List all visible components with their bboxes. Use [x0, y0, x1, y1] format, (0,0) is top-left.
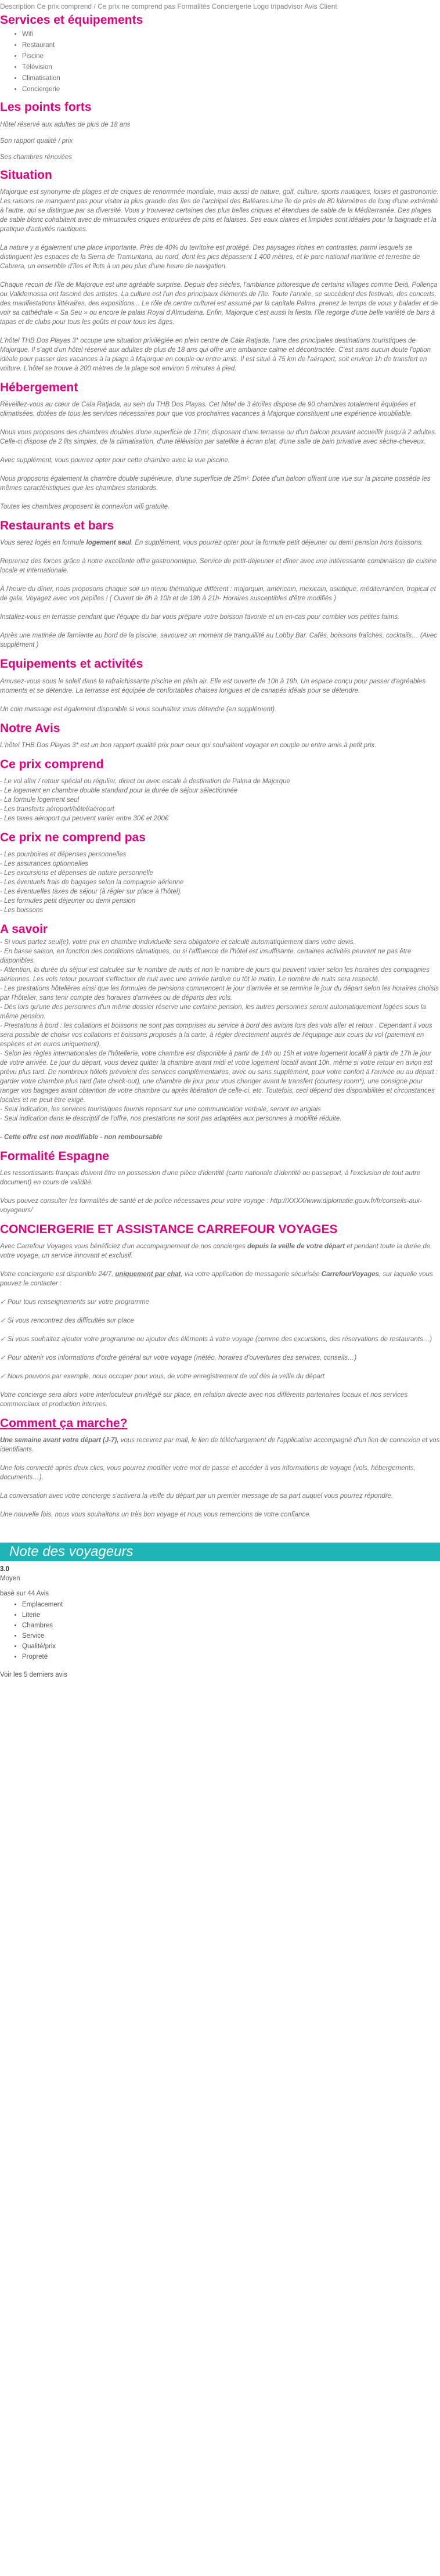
hebergement-paragraph: Nous vous proposons des chambres doubles d'une superficie de 17m², disposant d'une terrasse ou d'un balcon pouvant accueillir jusqu'à 2 adultes. Celle-ci dispose de 2 lits simples, de la climatisation, d'une télévision par satellite à écran plat, d'une salle de bain privative avec sèche-cheveux. — [0, 429, 437, 445]
hebergement-title: Hébergement — [0, 380, 78, 394]
conciergerie-check: ✓ Pour obtenir vos informations d'ordre général sur votre voyage (météo, horaires d'ouvertures des services, conseils…) — [0, 1354, 357, 1361]
savoir-line: - Selon les règles internationales de l'hôtellerie, votre chambre est disponible à partir de 14h ou 15h et votre logement localif à partir de 17h le jour de votre arrivée. Le jour du départ, vous devez quitter la chambre avant midi et votre logement locatif avant 10h, même si votre retour en avion est prévu plus tard. De nombreux hôtels prévoient des services complémentaires, avec ou sans supplément, pour votre confort à l'arrivée ou au départ : garder votre chambre plus tard (late check-out), une chambre de jour pour vous changer avant le transfert (courtesy room*), une consigne pour ranger vos bagages avant obtention de votre chambre ou après libération de celle-ci, etc. Toutefois, ceci dépend des disponibilités et circonstances locales et ne peut être exigé. — [0, 1050, 438, 1104]
comprend-item: - La formule logement seul — [0, 797, 80, 804]
formalite-title: Formalité Espagne — [0, 1149, 109, 1163]
list-item: • Restaurant — [22, 40, 440, 51]
hebergement-paragraph: Avec supplément, vous pourrez opter pour cette chambre avec la vue piscine. — [0, 457, 230, 464]
review-criterion: • Emplacement — [22, 1599, 440, 1610]
comprend-title: Ce prix comprend — [0, 757, 104, 771]
strong-point: Ses chambres rénovées — [0, 153, 73, 161]
conciergerie-check: ✓ Si vous rencontrez des difficultés sur place — [0, 1317, 134, 1324]
list-item: • Télévision — [22, 62, 440, 73]
savoir-line: - Seul indication dans le descriptif de l'offre, nos prestations ne sont pas adaptées aux personnes à mobilité réduite. — [0, 1115, 342, 1122]
see-last-reviews-link[interactable]: Voir les 5 derniers avis — [0, 1671, 67, 1679]
comment-title: Comment ça marche? — [0, 1417, 128, 1430]
review-criterion: • Chambres — [22, 1620, 440, 1631]
activites-title: Equipements et activités — [0, 657, 143, 671]
review-criterion: • Qualité/prix — [22, 1641, 440, 1652]
restaurants-paragraph: Installez-vous en terrasse pendant que l'équipe du bar vous prépare votre boisson favorite et un en-cas pour combler vos petites faims. — [0, 614, 400, 621]
avis-title: Notre Avis — [0, 721, 60, 735]
ne-comprend-item: - Les éventuels frais de bagages selon la compagnie aérienne — [0, 879, 184, 887]
hebergement-paragraph: Toutes les chambres proposent la connexion wifi gratuite. — [0, 503, 170, 510]
restaurants-paragraph: À l'heure du dîner, nous proposons chaque soir un menu thématique différent : majorquin, américain, mexicain, asiatique, méditerranéen, tropical et de gala. Voyagez avec vos papilles ! ( Ouvert de 8h à 10h et de 19h à 21h- Horaires susceptibles d'être modifiés ) — [0, 586, 436, 603]
conciergerie-check: ✓ Pour tous renseignements sur votre programme — [0, 1299, 149, 1306]
savoir-line: - Attention, la durée du séjour est calculée sur le nombre de nuits et non le nombre de jours qui peuvent varier selon les horaires des compagnies aériennes. Les vols retour pourront s'effectuer de nuit avec une arrivée tardive ou tôt le matin. Le nombre de nuits sera respecté. — [0, 966, 430, 983]
formalite-paragraph: Les ressortissants français doivent être en possession d'une pièce d'identité (carte nationale d'identité ou passeport, à l'exclusion de tout autre document) en cours de validité. — [0, 1169, 421, 1186]
review-score: 3.0 — [0, 1566, 9, 1573]
conciergerie-check: ✓ Si vous souhaitez ajouter votre programme ou ajouter des éléments à votre voyage (comme des excursions, des réservations de restaurants…) — [0, 1336, 432, 1343]
comment-paragraph: Une nouvelle fois, nous vous souhaitons un très bon voyage et nous vous remercions de votre confiance. — [0, 1511, 311, 1519]
hebergement-paragraph: Réveillez-vous au cœur de Cala Ratjada, au sein du THB Dos Playas. Cet hôtel de 3 étoiles dispose de 90 chambres totalement équipées et climatisées, dotées de tous les services nécessaires pour que vos prochaines vacances à Majorque constituent une expérience inoubliable. — [0, 401, 416, 417]
ne-comprend-item: - Les formules petit déjeuner ou demi pension — [0, 898, 136, 905]
comment-paragraph: Une fois connecté après deux clics, vous pourrez modifier votre mot de passe et accéder à vos informations de voyage (vols, hébergements, documents…). — [0, 1465, 416, 1482]
savoir-title: A savoir — [0, 923, 48, 936]
comprend-item: - Le vol aller / retour spécial ou régulier, direct ou avec escale à destination de Palma de Majorque — [0, 778, 290, 785]
ne-comprend-title: Ce prix ne comprend pas — [0, 831, 146, 844]
comprend-item: - Les transferts aéroport/hôtel/aéroport — [0, 806, 114, 813]
situation-paragraph: L'hôtel THB Dos Playas 3* occupe une situation privilégiée en plein centre de Cala Ratjada, l'une des principales destinations touristiques de Majorque. Il s'agit d'un hôtel réservé aux adultes de plus de 18 ans qui offre une ambiance calme et décontractée. C'est sans aucun doute l'option idéale pour passer des vacances à la plage à Majorque en couple ou entre amis. Il est situé à 75 km de l'aéroport, soit environ 1h de transfert en voiture. L'hôtel se trouve à 200 mètres de la plage soit environ 5 minutes à pied. — [0, 337, 431, 372]
conciergerie-paragraph: Votre conciergerie est disponible 24/7, uniquement par chat, via votre application de messagerie sécurisée CarrefourVoyages, sur laquelle vous pouvez le contacter : — [0, 1271, 433, 1287]
conciergerie-check: ✓ Nous pouvons par exemple, nous occuper pour vous, de votre enregistrement de vol dès la veille du départ — [0, 1373, 324, 1380]
review-criterion: • Literie — [22, 1610, 440, 1620]
activites-paragraph: Amusez-vous sous le soleil dans la rafraîchissante piscine en plein air. Elle est ouverte de 10h à 19h. Un espace conçu pour passer d'agréables moments et se détendre. La terrasse est équipée de confortables chaises longues et de canapés idéals pour se détendre. — [0, 678, 426, 694]
restaurants-paragraph: Après une matinée de farniente au bord de la piscine, savourez un moment de tranquillité au Lobby Bar. Cafés, boissons fraîches, cocktails… (Avec supplément ) — [0, 632, 438, 649]
review-criteria-list — [0, 1599, 440, 1662]
hebergement-paragraph: Nous proposons également la chambre double supérieure, d'une superficie de 25m². Dotée d'un balcon offrant une vue sur la piscine possède les mêmes caractéristiques que les chambres standards. — [0, 475, 431, 492]
list-item: • Climatisation — [22, 73, 440, 84]
formalite-paragraph: Vous pouvez consulter les formalités de santé et de police nécessaires pour votre voyage : http://XXXX/www.diplomatie.gouv.fr/fr/conseils-aux-voyageurs/ — [0, 1197, 422, 1214]
ne-comprend-item: - Les assurances optionnelles — [0, 860, 89, 868]
services-list — [0, 29, 440, 95]
comprend-item: - Les taxes aéroport qui peuvent varier entre 30€ et 200€ — [0, 815, 169, 822]
situation-paragraph: Majorque est synonyme de plages et de criques de renommée mondiale, mais aussi de nature, golf, culture, sports nautiques, loisirs et gastronomie. Les raisons ne manquent pas pour visiter la plus grande des îles de l'archipel des Baléares.Une île de près de 80 kilomètres de long d'une extrémité à l'autre, qui se distingue par sa diversité. Vous y trouverez certaines des plus belles criques et étendues de sable de la Méditerranée. Des plages de sable blanc cohabitent avec de minuscules criques entourées de pins et falaises. Ses eaux claires et limpides sont idéales pour la baignade et la pratique d'activités nautiques. — [0, 188, 439, 233]
ne-comprend-item: - Les pourboires et dépenses personnelles — [0, 851, 127, 859]
restaurants-title: Restaurants et bars — [0, 519, 114, 532]
situation-paragraph: Chaque recoin de l'île de Majorque est une agréable surprise. Depuis des siècles, l'ambiance pittoresque de certains villages comme Deià, Pollença ou Valldemossa ont fasciné des artistes. La culture est l'un des principaux éléments de l'île. Toute l'année, se succèdent des festivals, des concerts, des manifestations littéraires, des expositions... Le rôle de centre culturel est assumé par la capitale Palma, prenez le temps de vous y balader et de voir sa cathédrale « Sa Seu » ou encore le palais Royal d'Almudaina. Enfin, Majorque c'est aussi la fiesta. l'île regorge d'une belle variété de bars à tapas et de clubs pour tous les goûts et pour tous les âges. — [0, 281, 438, 326]
top-nav-text: Description Ce prix comprend / Ce prix ne comprend pas Formalités Conciergerie Logo tripadvisor Avis Client — [0, 2, 337, 10]
review-criterion: • Service — [22, 1631, 440, 1641]
comment-paragraph: La conversation avec votre concierge s'activera la veille du départ par un premier message de sa part auquel vous pourrez répondre. — [0, 1493, 394, 1500]
savoir-line: - Les prestations hôtelières ainsi que les formules de pensions commencent le jour d'arrivée et se termine le jour du départ selon les horaires choisis par l'hôtelier, sans tenir compte des horaires d'arrivées ou de départs des vols. — [0, 985, 439, 1001]
strong-point: Son rapport qualité / prix — [0, 137, 73, 145]
ne-comprend-item: - Les boissons — [0, 907, 44, 914]
strong-point: Hôtel réservé aux adultes de plus de 18 ans — [0, 121, 131, 128]
list-item: • Conciergerie — [22, 84, 440, 95]
avis-text: L'hôtel THB Dos Playas 3* est un bon rapport qualité prix pour ceux qui souhaitent voyager en couple ou entre amis à petit prix. — [0, 741, 377, 749]
reviews-header — [0, 1543, 440, 1561]
savoir-line: - Prestations à bord : les collations et boissons ne sont pas comprises au service à bord des avions lors des vols aller et retour . Cependant il vous sera possible de choisir vos collations et boissons proposés à la carte, à régler directement auprès de l'équipage aux cours du vol (paiement en espèces et en euros uniquement). — [0, 1022, 432, 1048]
list-item: • Piscine — [22, 51, 440, 62]
savoir-line: - En basse saison, en fonction des conditions climatiques, ou si l'affluence de l'hôtel est insuffisante, certaines activités peuvent ne pas être disponibles. — [0, 947, 412, 964]
ne-comprend-item: - Les éventuelles taxes de séjour (à régler sur place à l'hôtel). — [0, 888, 182, 896]
comprend-item: - Le logement en chambre double standard pour la durée de séjour sélectionnée — [0, 787, 238, 794]
restaurants-paragraph: Reprenez des forces grâce à notre excellente offre gastronomique. Service de petit-déjeuner et dîner avec une intéressante combinaison de cuisine locale et internationale. — [0, 558, 437, 575]
activites-paragraph: Un coin massage est également disponible si vous souhaitez vous détendre (en supplément). — [0, 705, 277, 713]
strong-points-title: Les points forts — [0, 100, 92, 114]
savoir-line: - Seul indication, les services touristiques fournis reposant sur une communication verbale, seront en anglais — [0, 1105, 321, 1113]
review-criterion: • Propreté — [22, 1652, 440, 1662]
ne-comprend-item: - Les excursions et dépenses de nature personnelle — [0, 870, 154, 877]
situation-title: Situation — [0, 168, 52, 182]
review-label: Moyen — [0, 1575, 20, 1583]
comment-paragraph: Une semaine avant votre départ (J-7), vous recevrez par mail, le lien de téléchargement de l'application accompagné d'un lien de connexion et vos identifiants. — [0, 1437, 440, 1454]
services-title: Services et équipements — [0, 13, 143, 27]
restaurants-paragraph: Vous serez logés en formule logement seul. En supplément, vous pourrez opter pour la formule petit déjeuner ou demi pension hors boissons. — [0, 539, 423, 547]
conciergerie-title: CONCIERGERIE ET ASSISTANCE CARREFOUR VOYAGES — [0, 1222, 338, 1236]
review-count: basé sur 44 Avis — [0, 1590, 49, 1598]
savoir-line: - Si vous partez seul(e), votre prix en chambre individuelle sera obligatoire et calculé automatiquement dans votre devis. — [0, 938, 355, 946]
conciergerie-paragraph: Votre concierge sera alors votre interlocuteur privilégié sur place, en relation directe avec nos différents partenaires locaux et nos services commerciaux et production internes. — [0, 1392, 408, 1408]
savoir-line: - Dès lors qu'une des personnes d'un même dossier réserve une certaine pension, les autres personnes seront automatiquement logées sous la même pension. — [0, 1003, 426, 1020]
list-item: • Wifi — [22, 29, 440, 40]
savoir-final: - Cette offre est non modifiable - non remboursable — [0, 1133, 163, 1141]
reviews-title: Note des voyageurs — [9, 1544, 134, 1560]
situation-paragraph: La nature y a également une place importante. Près de 40% du territoire est protégé. Des paysages riches en contrastes, parmi lesquels se distinguent les espaces de la Sierra de Tramuntana, au nord, dont les pics dépassent 1 400 mètres, et le parc national maritime et terrestre de Cabrera, un ensemble d'îles et îlots à un peu plus d'une heure de navigation. — [0, 244, 420, 270]
conciergerie-paragraph: Avec Carrefour Voyages vous bénéficiez d'un accompagnement de nos concierges depuis la veille de votre départ et pendant toute la durée de votre voyage, un service innovant et exclusif. — [0, 1243, 431, 1259]
